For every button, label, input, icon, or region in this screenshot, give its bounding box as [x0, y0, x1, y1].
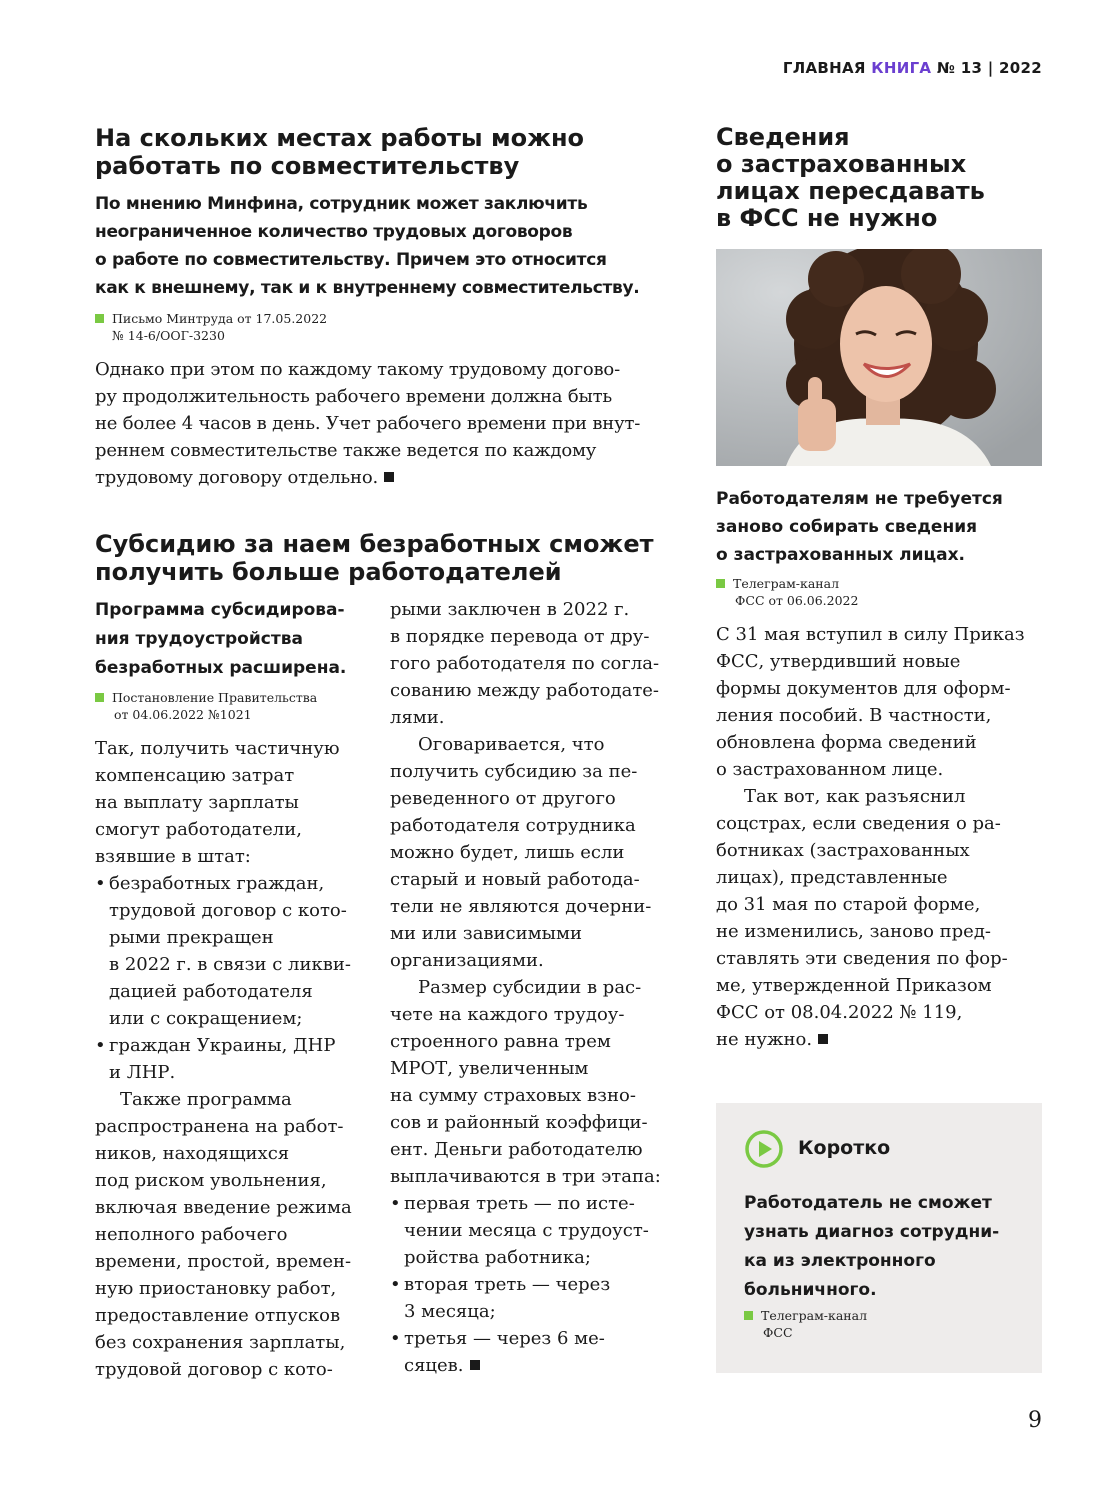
end-of-article-icon: [818, 1034, 828, 1044]
magazine-name-accent: КНИГА: [871, 59, 932, 77]
article-3-source: Телеграм-канал ФСС от 06.06.2022: [716, 575, 1046, 609]
article-2-column-2: [390, 596, 690, 1379]
article-2-column-1: [95, 596, 385, 1383]
end-of-article-icon: [384, 472, 394, 482]
play-circle-icon: [744, 1129, 784, 1169]
article-1-body: Однако при этом по каждому такому трудовому догово- ру продолжительность рабочего времени должна быть не более 4 часов в день. Учет рабочего времени при внут- реннем совместительстве также ведется по каждому трудовому договору отдельно.: [95, 359, 641, 488]
list-item: • первая треть — по исте- чении месяца с трудоуст- ройства работника;: [390, 1193, 649, 1268]
article-3-body-block: [716, 485, 1046, 1053]
list-item: • вторая треть — через 3 месяца;: [390, 1274, 611, 1322]
page-number: 9: [1028, 1408, 1042, 1433]
article-1-source: Письмо Минтруда от 17.05.2022 № 14-6/ООГ-3230: [95, 310, 695, 344]
short-news-text: Работодатель не сможет узнать диагноз сотрудни- ка из электронного больничного.: [744, 1193, 1000, 1300]
article-1-title: На скольких местах работы можно работать по совместительству: [95, 124, 585, 180]
article-3-header: [716, 124, 1046, 232]
list-item: • третья — через 6 ме- сяцев.: [390, 1328, 605, 1376]
article-2-col2-bullets: [390, 1190, 690, 1379]
article-2-col1-para2: Также программа распространена на работ- ников, находящихся под риском увольнения, включая введение режима неполного рабочего времени, простой, времен- ную приостановку работ, предоставление отпусков без сохранения зарплаты, трудовой договор с кото-: [95, 1089, 352, 1380]
article-2-col2-continued: рыми заключен в 2022 г. в порядке перевода от дру- гого работодателя по согла- сованию между работодате- лями.: [390, 599, 660, 728]
article-1-lead: По мнению Минфина, сотрудник может заключить неограниченное количество трудовых договоров о работе по совместительству. Причем это относится как к внешнему, так и к внутреннему совместительству.: [95, 194, 640, 298]
end-of-article-icon: [470, 1360, 480, 1370]
magazine-name-prefix: ГЛАВНАЯ: [782, 59, 866, 77]
article-2-lead: Программа субсидирова- ния трудоустройства безработных расширена.: [95, 600, 347, 678]
article-2-col2-para2: Оговаривается, что получить субсидию за пе- реведенного от другого работодателя сотрудника можно будет, лишь если старый и новый работода- тели не являются дочерни- ми или зависимыми организациями.: [390, 734, 652, 971]
article-3-title: Сведения о застрахованных лицах пересдавать в ФСС не нужно: [716, 123, 985, 232]
list-item: • безработных граждан, трудовой договор с кото- рыми прекращен в 2022 г. в связи с ликви- дацией работодателя или с сокращением;: [95, 873, 351, 1029]
article-3-lead: Работодателям не требуется заново собирать сведения о застрахованных лицах.: [716, 489, 1003, 565]
photo-illustration: [716, 249, 1042, 466]
short-news-heading: Коротко: [798, 1137, 891, 1159]
article-3-para2: Так вот, как разъяснил соцстрах, если сведения о ра- ботниках (застрахованных лицах), представленные до 31 мая по старой форме, не изменились, заново пред- ставлять эти сведения по фор- ме, утвержденной Приказом ФСС от 08.04.2022 № 119, не нужно.: [716, 786, 1008, 1050]
article-2-col1-bullets: [95, 870, 385, 1086]
short-news-source: Телеграм-канал ФСС: [744, 1307, 1070, 1341]
short-news-box: [716, 1103, 1042, 1373]
running-header: [783, 59, 1042, 77]
source-marker-icon: [744, 1311, 753, 1320]
source-marker-icon: [95, 314, 104, 323]
article-2: [95, 530, 695, 586]
issue-number: № 13 | 2022: [936, 59, 1042, 77]
source-marker-icon: [95, 693, 104, 702]
list-item: • граждан Украины, ДНР и ЛНР.: [95, 1035, 336, 1083]
article-2-col2-para3: Размер субсидии в рас- чете на каждого трудоу- строенного равна трем МРОТ, увеличенным на сумму страховых взно- сов и районный коэффици- ент. Деньги работодателю выплачиваются в три этапа:: [390, 977, 661, 1187]
article-1: [95, 124, 695, 491]
source-marker-icon: [716, 579, 725, 588]
article-2-title: Субсидию за наем безработных сможет получить больше работодателей: [95, 530, 654, 586]
article-3-para1: С 31 мая вступил в силу Приказ ФСС, утвердивший новые формы документов для оформ- ления пособий. В частности, обновлена форма сведений о застрахованном лице.: [716, 624, 1025, 780]
article-2-source: Постановление Правительства от 04.06.2022 №1021: [95, 689, 385, 723]
smiling-woman-thumbs-up-photo: [716, 249, 1042, 466]
article-2-col1-intro: Так, получить частичную компенсацию затрат на выплату зарплаты смогут работодатели, взявшие в штат:: [95, 738, 340, 867]
